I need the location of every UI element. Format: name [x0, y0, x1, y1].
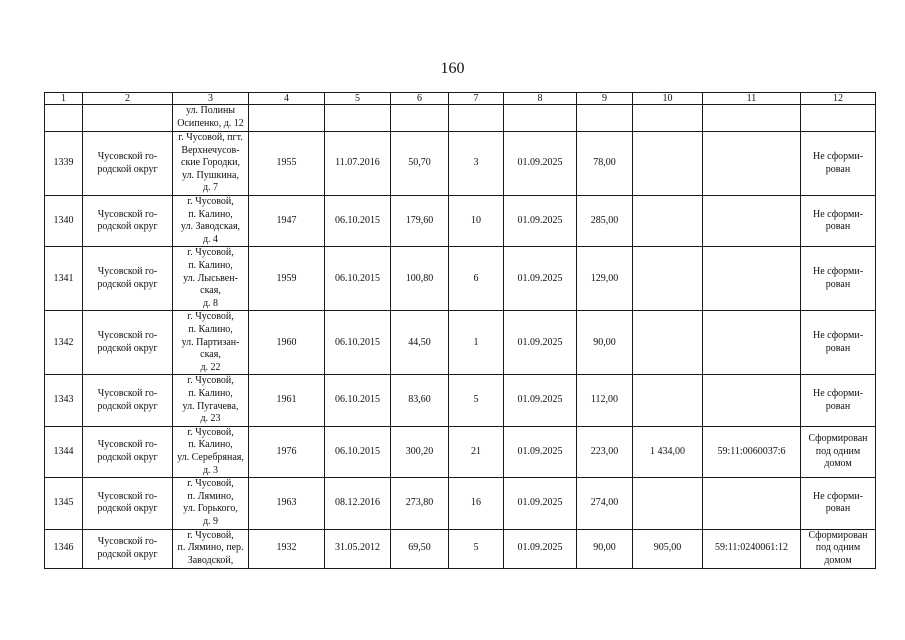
column-header: 6	[391, 93, 449, 105]
column-header: 10	[633, 93, 703, 105]
deadline-cell: 01.09.2025	[504, 247, 577, 311]
column-header: 8	[504, 93, 577, 105]
column-10-cell	[633, 196, 703, 247]
row-number-cell: 1344	[45, 426, 83, 477]
column-10-cell	[633, 478, 703, 529]
address-cell: г. Чусовой, п. Лямино, ул. Горького, д. 9	[173, 478, 249, 529]
address-cell: г. Чусовой, п. Калино, ул. Пугачева, д. 23	[173, 375, 249, 426]
deadline-cell: 01.09.2025	[504, 196, 577, 247]
area-cell: 50,70	[391, 132, 449, 196]
year-cell: 1947	[249, 196, 325, 247]
status-cell: Не сформи- рован	[801, 247, 876, 311]
date-cell: 06.10.2015	[325, 426, 391, 477]
date-cell: 31.05.2012	[325, 529, 391, 568]
date-cell: 06.10.2015	[325, 375, 391, 426]
rate-cell: 90,00	[577, 529, 633, 568]
row-number-cell: 1343	[45, 375, 83, 426]
count-cell: 21	[449, 426, 504, 477]
address-cell: г. Чусовой, п. Лямино, пер. Заводской,	[173, 529, 249, 568]
date-cell: 06.10.2015	[325, 196, 391, 247]
column-10-cell	[633, 247, 703, 311]
status-cell: Сформирован под одним домом	[801, 529, 876, 568]
status-cell: Сформирован под одним домом	[801, 426, 876, 477]
year-cell: 1955	[249, 132, 325, 196]
table-row	[45, 132, 876, 196]
status-cell: Не сформи- рован	[801, 132, 876, 196]
row-number-cell: 1346	[45, 529, 83, 568]
column-header: 4	[249, 93, 325, 105]
date-cell: 08.12.2016	[325, 478, 391, 529]
year-cell: 1976	[249, 426, 325, 477]
status-cell: Не сформи- рован	[801, 375, 876, 426]
deadline-cell: 01.09.2025	[504, 311, 577, 375]
area-cell: 300,20	[391, 426, 449, 477]
municipality-cell: Чусовской го- родской округ	[83, 375, 173, 426]
status-cell: Не сформи- рован	[801, 311, 876, 375]
municipality-cell: Чусовской го- родской округ	[83, 311, 173, 375]
address-cell: г. Чусовой, пгт. Верхнечусов- ские Городки, ул. Пушкина, д. 7	[173, 132, 249, 196]
count-cell: 5	[449, 529, 504, 568]
cadastral-number-cell: 59:11:0240061:12	[703, 529, 801, 568]
row-number-cell: 1342	[45, 311, 83, 375]
year-cell: 1959	[249, 247, 325, 311]
address-cell: г. Чусовой, п. Калино, ул. Заводская, д. 4	[173, 196, 249, 247]
table-row	[45, 247, 876, 311]
rate-cell: 274,00	[577, 478, 633, 529]
date-cell: 11.07.2016	[325, 132, 391, 196]
column-header: 3	[173, 93, 249, 105]
cadastral-number-cell	[703, 311, 801, 375]
table-row	[45, 529, 876, 568]
column-header: 9	[577, 93, 633, 105]
deadline-cell: 01.09.2025	[504, 426, 577, 477]
deadline-cell: 01.09.2025	[504, 478, 577, 529]
area-cell: 273,80	[391, 478, 449, 529]
row-number-cell: 1345	[45, 478, 83, 529]
area-cell: 44,50	[391, 311, 449, 375]
rate-cell: 129,00	[577, 247, 633, 311]
column-header: 11	[703, 93, 801, 105]
rate-cell: 112,00	[577, 375, 633, 426]
page-number: 160	[440, 60, 465, 77]
address-cell: ул. Полины Осипенко, д. 12	[173, 105, 249, 132]
address-cell: г. Чусовой, п. Калино, ул. Серебряная, д. 3	[173, 426, 249, 477]
cadastral-number-cell	[703, 132, 801, 196]
row-number-cell: 1339	[45, 132, 83, 196]
status-cell: Не сформи- рован	[801, 196, 876, 247]
municipality-cell: Чусовской го- родской округ	[83, 247, 173, 311]
municipality-cell: Чусовской го- родской округ	[83, 132, 173, 196]
year-cell: 1932	[249, 529, 325, 568]
column-10-cell	[633, 375, 703, 426]
rate-cell: 285,00	[577, 196, 633, 247]
row-number-cell: 1341	[45, 247, 83, 311]
cadastral-number-cell	[703, 478, 801, 529]
continuation-row	[45, 105, 876, 132]
year-cell: 1961	[249, 375, 325, 426]
column-header: 7	[449, 93, 504, 105]
address-cell: г. Чусовой, п. Калино, ул. Партизан- ская, д. 22	[173, 311, 249, 375]
table-row	[45, 478, 876, 529]
column-10-cell	[633, 132, 703, 196]
count-cell: 5	[449, 375, 504, 426]
area-cell: 83,60	[391, 375, 449, 426]
municipality-cell: Чусовской го- родской округ	[83, 426, 173, 477]
municipality-cell: Чусовской го- родской округ	[83, 478, 173, 529]
deadline-cell: 01.09.2025	[504, 375, 577, 426]
count-cell: 3	[449, 132, 504, 196]
column-header: 12	[801, 93, 876, 105]
deadline-cell: 01.09.2025	[504, 529, 577, 568]
date-cell: 06.10.2015	[325, 311, 391, 375]
table-row	[45, 311, 876, 375]
cadastral-number-cell	[703, 375, 801, 426]
area-cell: 100,80	[391, 247, 449, 311]
status-cell: Не сформи- рован	[801, 478, 876, 529]
rate-cell: 78,00	[577, 132, 633, 196]
deadline-cell: 01.09.2025	[504, 132, 577, 196]
table-row	[45, 196, 876, 247]
year-cell: 1960	[249, 311, 325, 375]
rate-cell: 90,00	[577, 311, 633, 375]
column-10-cell: 905,00	[633, 529, 703, 568]
area-cell: 179,60	[391, 196, 449, 247]
count-cell: 6	[449, 247, 504, 311]
area-cell: 69,50	[391, 529, 449, 568]
cadastral-number-cell	[703, 196, 801, 247]
register-table	[44, 92, 876, 569]
count-cell: 10	[449, 196, 504, 247]
rate-cell: 223,00	[577, 426, 633, 477]
count-cell: 1	[449, 311, 504, 375]
municipality-cell: Чусовской го- родской округ	[83, 529, 173, 568]
date-cell: 06.10.2015	[325, 247, 391, 311]
address-cell: г. Чусовой, п. Калино, ул. Лысьвен- ская, д. 8	[173, 247, 249, 311]
column-10-cell	[633, 311, 703, 375]
column-header: 2	[83, 93, 173, 105]
count-cell: 16	[449, 478, 504, 529]
column-header: 5	[325, 93, 391, 105]
table-row	[45, 426, 876, 477]
row-number-cell: 1340	[45, 196, 83, 247]
municipality-cell: Чусовской го- родской округ	[83, 196, 173, 247]
cadastral-number-cell	[703, 247, 801, 311]
column-10-cell: 1 434,00	[633, 426, 703, 477]
table-row	[45, 375, 876, 426]
column-number-row	[45, 93, 876, 105]
year-cell: 1963	[249, 478, 325, 529]
column-header: 1	[45, 93, 83, 105]
cadastral-number-cell: 59:11:0060037:6	[703, 426, 801, 477]
